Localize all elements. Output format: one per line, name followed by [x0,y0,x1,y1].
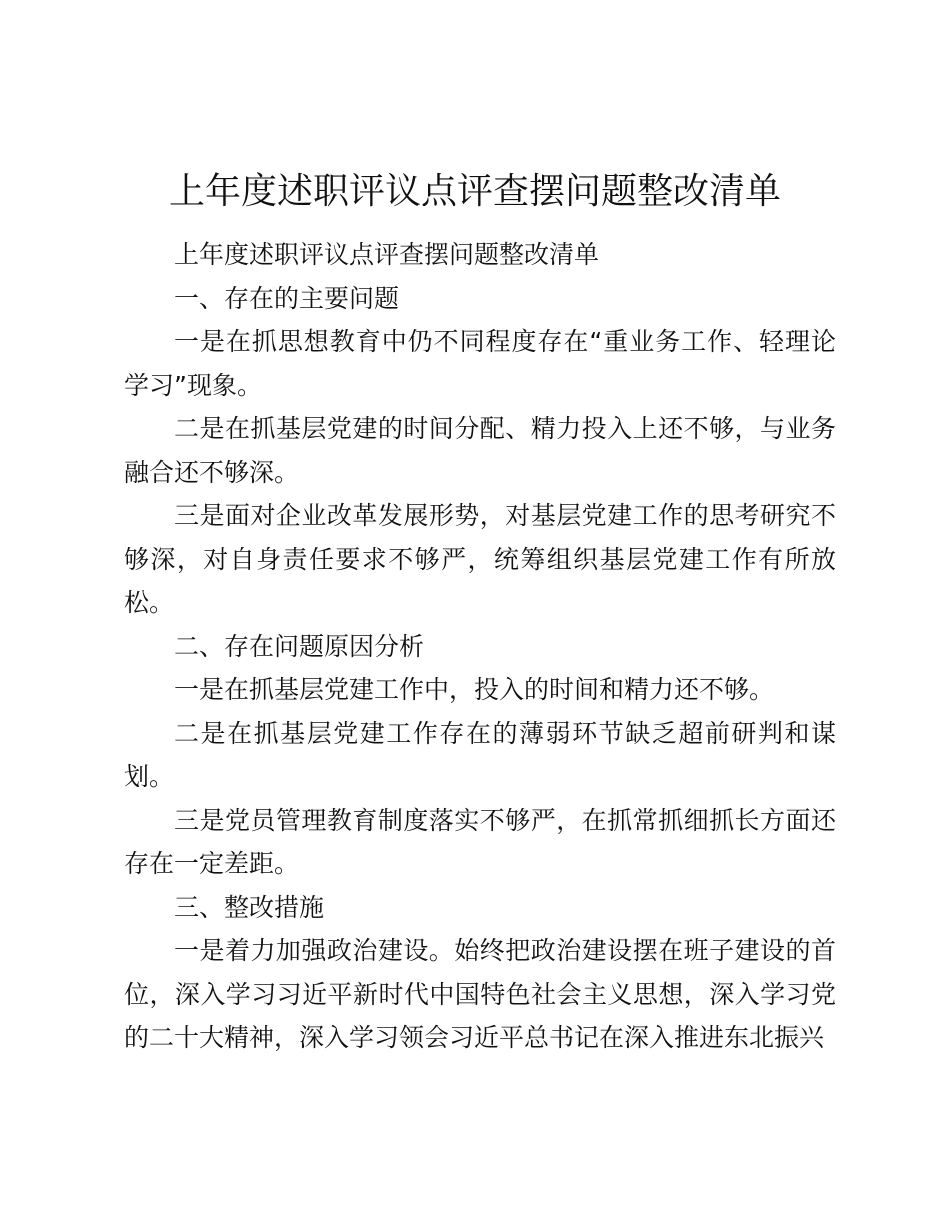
paragraph-cause-2: 二是在抓基层党建工作存在的薄弱环节缺乏超前研判和谋划。 [124,718,836,791]
section-heading-main-problems: 一、存在的主要问题 [174,283,400,313]
section-heading-cause-analysis: 二、存在问题原因分析 [174,631,425,661]
section-heading-rectification: 三、整改措施 [174,892,325,922]
paragraph-problem-3: 三是面对企业改革发展形势，对基层党建工作的思考研究不够深，对自身责任要求不够严，统筹组织基层党建工作有所放松。 [124,501,836,617]
paragraph-cause-3: 三是党员管理教育制度落实不够严，在抓常抓细抓长方面还存在一定差距。 [124,805,836,878]
paragraph-subtitle: 上年度述职评议点评查摆问题整改清单 [174,240,600,269]
paragraph-measure-1: 一是着力加强政治建设。始终把政治建设摆在班子建设的首位，深入学习习近平新时代中国特色社会主义思想，深入学习党的二十大精神，深入学习领会习近平总书记在深入推进东北振兴 [124,936,836,1052]
paragraph-cause-1: 一是在抓基层党建工作中，投入的时间和精力还不够。 [174,675,775,704]
document-body [124,233,836,1060]
paragraph-problem-2: 二是在抓基层党建的时间分配、精力投入上还不够，与业务融合还不够深。 [124,414,836,487]
paragraph-problem-1: 一是在抓思想教育中仍不同程度存在“重业务工作、轻理论学习”现象。 [124,327,836,400]
document-title: 上年度述职评议点评查摆问题整改清单 [168,171,781,212]
